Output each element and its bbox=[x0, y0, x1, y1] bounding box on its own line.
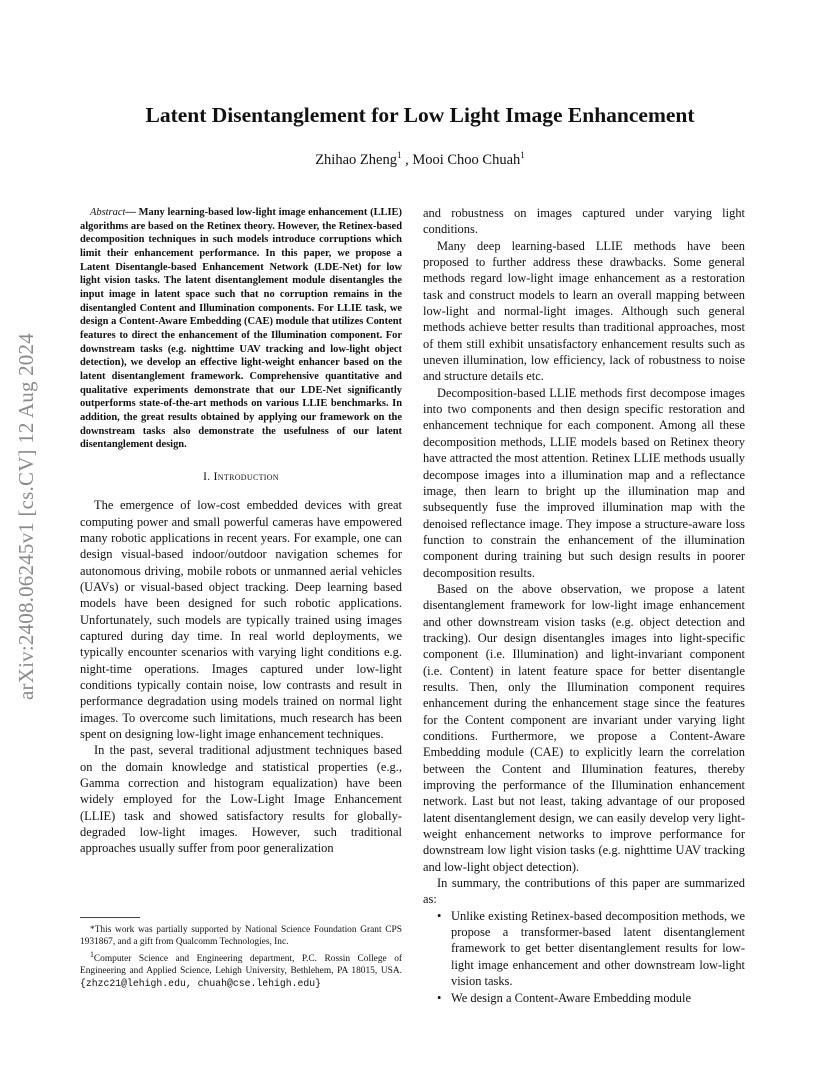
author-line bbox=[80, 150, 760, 169]
contributions-list bbox=[423, 908, 745, 1006]
footnotes bbox=[80, 925, 402, 991]
list-item-text: Unlike existing Retinex-based decomposition methods, we propose a transformer-based latent disentanglement framework to get better disentanglement results for low-light image enhancement and other downstream low-light vision tasks. bbox=[451, 908, 745, 989]
body-paragraph: and robustness on images captured under varying light conditions. bbox=[423, 206, 745, 237]
author-affiliation-mark: 1 bbox=[396, 150, 402, 160]
right-column bbox=[423, 205, 745, 1006]
bullet-icon: • bbox=[437, 908, 442, 923]
bullet-icon: • bbox=[437, 990, 442, 1005]
author-emails[interactable]: {zhzc21@lehigh.edu, chuah@cse.lehigh.edu} bbox=[80, 977, 322, 989]
body-paragraph: In summary, the contributions of this paper are summarized as: bbox=[423, 876, 745, 907]
left-column bbox=[80, 206, 402, 857]
section-heading bbox=[80, 468, 402, 485]
section-title: Introduction bbox=[213, 468, 279, 483]
footnote-divider bbox=[80, 917, 140, 918]
abstract-text: — Many learning-based low-light image enhancement (LLIE) algorithms are based on the Retinex theory. However, the Retinex-based decomposition techniques in such models introduce corruptions which limit their enhancement performance. In this paper, we propose a Latent Disentangle-based Enhancement Network (LDE-Net) for low light vision tasks. The latent disentanglement module disentangles the input image in latent space such that no corruption remains in the disentangled Content and Illumination components. For LLIE task, we design a Content-Aware Embedding (CAE) module that utilizes Content features to direct the enhancement of the Illumination component. For downstream tasks (e.g. nighttime UAV tracking and low-light object detection), we develop an effective light-weight enhancer based on the latent disentanglement framework. Comprehensive quantitative and qualitative experiments demonstrate that our LDE-Net significantly outperforms state-of-the-art methods on various LLIE benchmarks. In addition, the great results obtained by applying our framework on the downstream tasks also demonstrate the usefulness of our latent disentanglement design. bbox=[80, 207, 402, 451]
list-item bbox=[437, 990, 745, 1006]
body-paragraph: Decomposition-based LLIE methods first decompose images into two components and then design specific restoration and enhancement technique for each component. Among all these decomposition methods, LLIE models based on Retinex theory have attracted the most attention. Retinex LLIE methods usually decompose images into a illumination map and a reflectance image, then learn to bright up the illumination map and subsequently fuse the improved illumination map with the denoised reflectance image. They impose a structure-aware loss function to constrain the enhancement of the illumination component during training but such design results in poorer decomposition results. bbox=[423, 385, 745, 580]
body-paragraph: In the past, several traditional adjustment techniques based on the domain knowledge and statistical properties (e.g., Gamma correction and histogram equalization) have been widely employed for the Low-Light Image Enhancement (LLIE) task and showed satisfactory results for globally-degraded low-light images. However, such traditional approaches usually suffer from poor generalization bbox=[80, 743, 402, 856]
section-number: I. bbox=[203, 470, 211, 483]
author-name: Mooi Choo Chuah bbox=[412, 151, 521, 168]
paper-title: Latent Disentanglement for Low Light Image Enhancement bbox=[145, 103, 695, 127]
footnote-text: Computer Science and Engineering department, P.C. Rossin College of Engineering and Applied Science, Lehigh University, Bethlehem, PA 18015, USA. bbox=[80, 953, 402, 976]
author-name: Zhihao Zheng bbox=[315, 151, 397, 168]
body-paragraph: The emergence of low-cost embedded devices with great computing power and small powerful cameras have empowered many robotic applications in recent years. For example, one can design visual-based indoor/outdoor navigation schemes for autonomous driving, mobile robots or unmanned aerial vehicles (UAVs) or visual-based object tracking. Deep learning based models have been designed for such robotic applications. Unfortunately, such models are typically trained using images captured during day time. In real world deployments, we typically encounter scenarios with varying light conditions e.g. night-time operations. Images captured under low-light conditions typically contain noise, low contrasts and result in performance degradation using models trained on normal light images. To overcome such limitations, much research has been spent on designing low-light image enhancement techniques. bbox=[80, 498, 402, 741]
author-separator: , bbox=[401, 151, 413, 168]
abstract-label: Abstract bbox=[90, 207, 126, 218]
abstract bbox=[80, 206, 402, 452]
body-paragraph: Many deep learning-based LLIE methods have been proposed to further address these drawbacks. Some general methods regard low-light image enhancement as a restoration task and construct models to learn an overall mapping between low-light and normal-light images. Although such general methods achieve better results than traditional approaches, most of them still exhibit unsatisfactory enhancement results such as uneven illumination, low efficiency, lack of robustness to noise and structure details etc. bbox=[423, 238, 745, 384]
arxiv-identifier[interactable]: arXiv:2408.06245v1 [cs.CV] 12 Aug 2024 bbox=[14, 333, 38, 700]
footnote bbox=[80, 949, 402, 991]
list-item-text: We design a Content-Aware Embedding module bbox=[451, 990, 691, 1005]
body-paragraph: Based on the above observation, we propose a latent disentanglement framework for low-light image enhancement and other downstream vision tasks (e.g. object detection and tracking). Our design disentangles images into light-specific component (i.e. Illumination) and light-invariant component (i.e. Content) in latent feature space for better disentangle results. Then, only the Illumination component requires enhancement during the enhancement stage since the features for the Content component are invariant under varying light conditions. Furthermore, we propose a Content-Aware Embedding module (CAE) to explicitly learn the correlation between the Content and Illumination features, thereby improving the performance of the Illumination enhancement network. Last but not least, taking advantage of our proposed latent disentanglement design, we can easily develop very light-weight enhancement networks to improve performance for downstream low light vision tasks (e.g. nighttime UAV tracking and low-light object detection). bbox=[423, 581, 745, 874]
author-affiliation-mark: 1 bbox=[520, 150, 525, 160]
list-item bbox=[437, 908, 745, 990]
footnote-mark: 1 bbox=[90, 949, 94, 959]
footnote: *This work was partially supported by National Science Foundation Grant CPS 1931867, and a gift from Qualcomm Technologies, Inc. bbox=[80, 925, 402, 947]
